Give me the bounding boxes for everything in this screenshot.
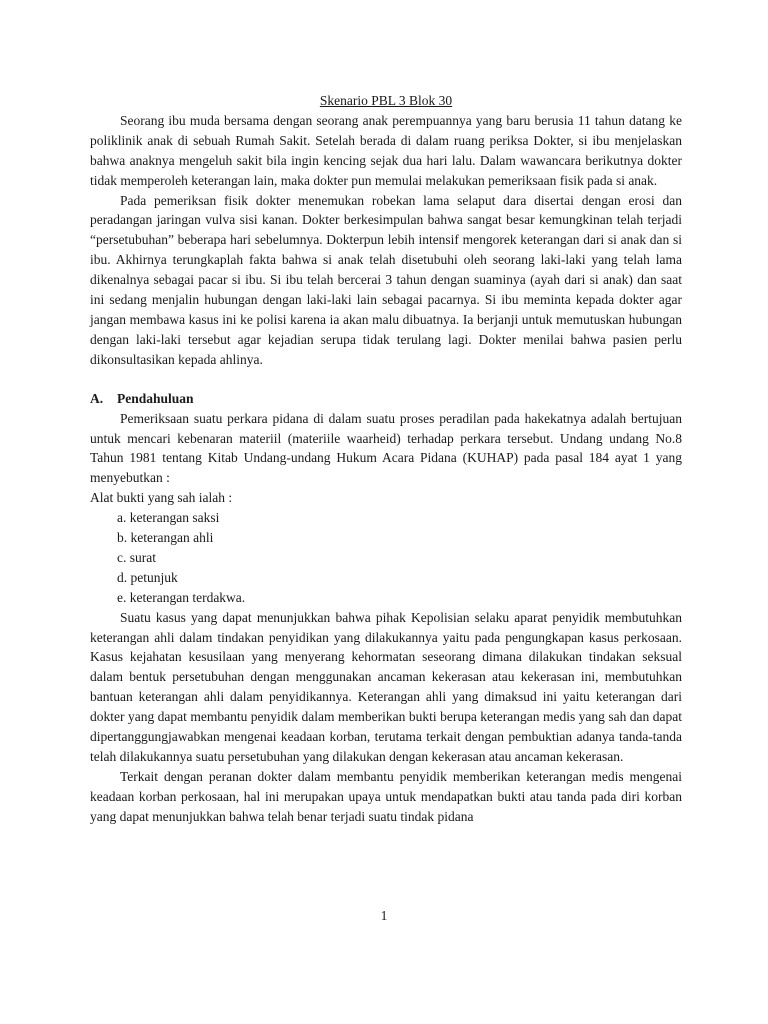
section-spacer [90, 370, 682, 389]
list-item: d. petunjuk [117, 569, 178, 585]
list-item: b. keterangan ahli [117, 530, 214, 546]
section-title: Pendahuluan [117, 390, 194, 406]
section-number: A. [90, 390, 104, 406]
intro-paragraph: Pemeriksaan suatu perkara pidana di dalam suatu proses peradilan pada hakekatnya adalah bertujuan untuk mencari kebenaran materiil (materiile waarheid) terhadap perkara tersebut. Undang undang No.8 Tahun 1981 tentang Kitab Undang-undang Hukum Acara Pidana (KUHAP) pada pasal 184 ayat 1 yang menyebutkan : [90, 410, 682, 486]
body-paragraph: Suatu kasus yang dapat menunjukkan bahwa pihak Kepolisian selaku aparat penyidik membutuhkan keterangan ahli dalam tindakan penyidikan yang dilakukannya yaitu pada pengungkapan kasus perkosaan. Kasus kejahatan kesusilaan yang menyerang kehormatan seseorang dimana dilakukan tindakan seksual dalam bentuk persetubuhan dengan menggunakan ancaman kekerasan atau kekerasan ini, membutuhkan bantuan keterangan ahli dalam penyidikannya. Keterangan ahli yang dimaksud ini yaitu keterangan dari dokter yang dapat membantu penyidik dalam memberikan bukti berupa keterangan medis yang sah dan dapat dipertanggungjawabkan mengenai keadaan korban, terutama terkait dengan pembuktian adanya tanda-tanda telah dilakukannya suatu persetubuhan yang dilakukan dengan kekerasan atau ancaman kekerasan. [90, 609, 682, 764]
section-heading [90, 389, 682, 409]
document-title: Skenario PBL 3 Blok 30 [319, 93, 453, 108]
scenario-paragraph: Pada pemeriksan fisik dokter menemukan robekan lama selaput dara disertai dengan erosi dan peradangan jaringan vulva sisi kanan. Dokter berkesimpulan bahwa sangat besar kemungkinan telah terjadi “persetubuhan” beberapa hari sebelumnya. Dokterpun lebih intensif mengorek keterangan dari si anak dan si ibu. Akhirnya terungkaplah fakta bahwa si anak telah disetubuhi oleh seorang laki-laki yang telah lama dikenalnya sebagai pacar si ibu. Si ibu telah bercerai 3 tahun dengan suaminya (ayah dari si anak) dan saat ini sedang menjalin hubungan dengan laki-laki lain sebagai pacarnya. Si ibu meminta kepada dokter agar jangan membawa kasus ini ke polisi karena ia akan malu dibuatnya. Ia berjanji untuk memutuskan hubungan dengan laki-laki tersebut agar kejadian serupa tidak terulang lagi. Dokter menilai bahwa pasien perlu dikonsultasikan kepada ahlinya. [90, 192, 682, 367]
document-body [90, 91, 682, 827]
list-item: e. keterangan terdakwa. [117, 589, 246, 605]
page-number: 1 [380, 908, 388, 923]
body-paragraph: Terkait dengan peranan dokter dalam membantu penyidik memberikan keterangan medis mengenai keadaan korban perkosaan, hal ini merupakan upaya untuk mendapatkan bukti atau tanda pada diri korban yang dapat menunjukkan bahwa telah benar terjadi suatu tindak pidana [90, 768, 682, 824]
scenario-paragraph: Seorang ibu muda bersama dengan seorang anak perempuannya yang baru berusia 11 tahun datang ke poliklinik anak di sebuah Rumah Sakit. Setelah berada di dalam ruang periksa Dokter, si ibu menjelaskan bahwa anaknya mengeluh sakit bila ingin kencing sejak dua hari lalu. Dalam wawancara berikutnya dokter tidak memperoleh keterangan lain, maka dokter pun memulai melakukan pemeriksaan fisik pada si anak. [90, 112, 682, 188]
list-item: c. surat [117, 549, 156, 565]
list-intro: Alat bukti yang sah ialah : [90, 490, 233, 506]
list-item: a. keterangan saksi [117, 510, 220, 526]
